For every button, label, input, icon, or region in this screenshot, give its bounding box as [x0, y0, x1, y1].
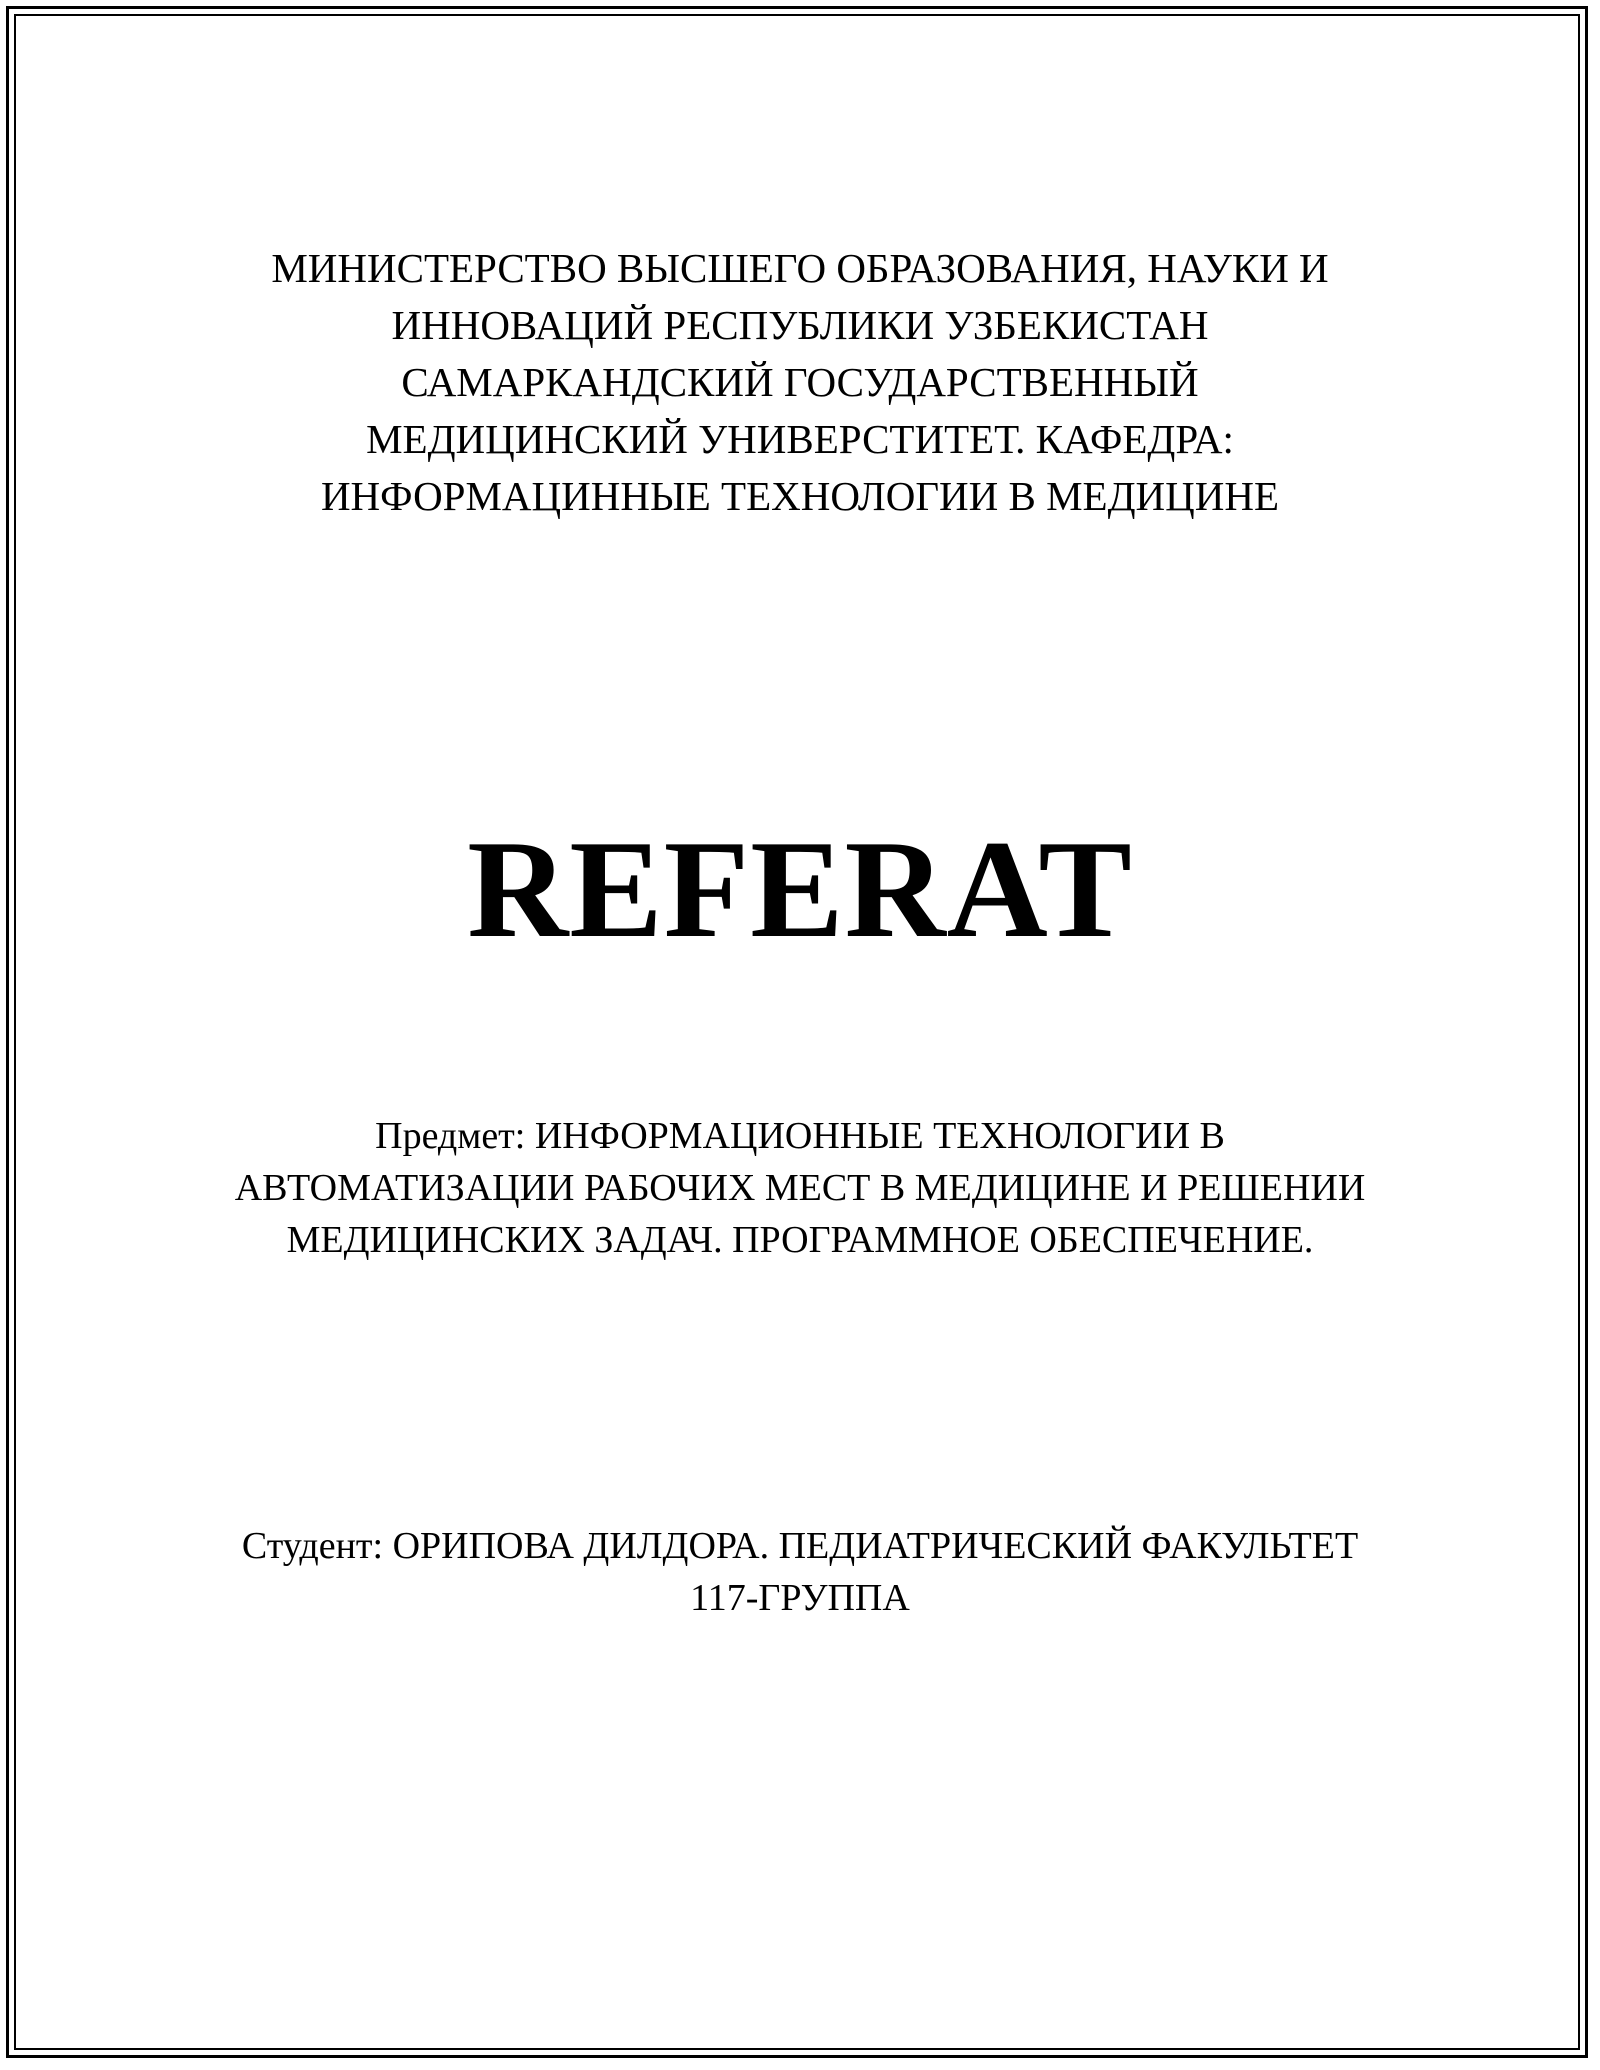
- header-line: МИНИСТЕРСТВО ВЫСШЕГО ОБРАЗОВАНИЯ, НАУКИ И: [271, 245, 1329, 291]
- header-line: ИННОВАЦИЙ РЕСПУБЛИКИ УЗБЕКИСТАН: [391, 302, 1209, 348]
- subject-line: МЕДИЦИНСКИХ ЗАДАЧ. ПРОГРАММНОЕ ОБЕСПЕЧЕНИЕ.: [286, 1219, 1314, 1261]
- subject-block: [0, 1110, 1600, 1266]
- header-line: ИНФОРМАЦИННЫЕ ТЕХНОЛОГИИ В МЕДИЦИНЕ: [320, 473, 1280, 519]
- student-group: 117-ГРУППА: [690, 1577, 910, 1619]
- subject-line: Предмет: ИНФОРМАЦИОННЫЕ ТЕХНОЛОГИИ В: [375, 1115, 1225, 1157]
- student-block: [0, 1520, 1600, 1624]
- student-line: Студент: ОРИПОВА ДИЛДОРА. ПЕДИАТРИЧЕСКИЙ ФАКУЛЬТЕТ: [241, 1525, 1359, 1567]
- document-title: REFERAT: [467, 812, 1133, 967]
- header-line: МЕДИЦИНСКИЙ УНИВЕРСТИТЕТ. КАФЕДРА:: [366, 416, 1234, 462]
- institution-header: [0, 240, 1600, 525]
- subject-line: АВТОМАТИЗАЦИИ РАБОЧИХ МЕСТ В МЕДИЦИНЕ И РЕШЕНИИ: [234, 1167, 1366, 1209]
- header-line: САМАРКАНДСКИЙ ГОСУДАРСТВЕННЫЙ: [401, 359, 1199, 405]
